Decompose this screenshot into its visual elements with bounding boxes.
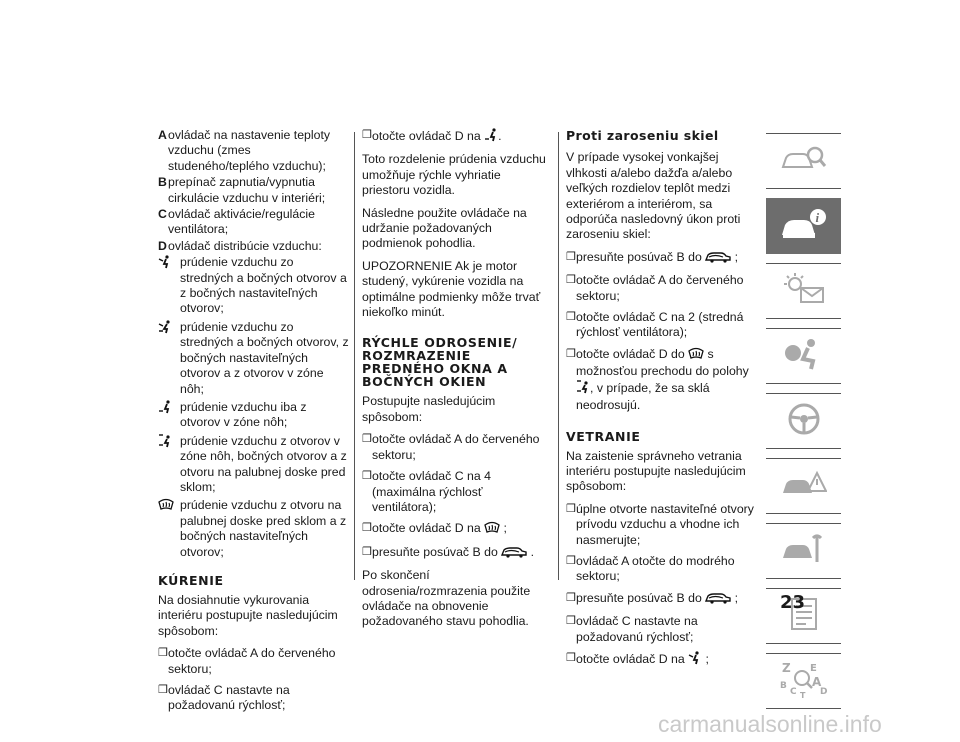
car-search-icon	[781, 143, 827, 180]
step-text-post: s možnosťou prechodu do polohy	[576, 346, 749, 379]
checkbox-bullet: ❒	[566, 502, 576, 515]
legend-item-c	[158, 207, 350, 238]
sun-envelope-icon	[781, 272, 827, 311]
step-item	[566, 250, 756, 267]
step-item	[566, 591, 756, 608]
step-text: otočte ovládač D na	[576, 651, 685, 666]
step-item	[362, 545, 550, 562]
step-text: otočte ovládač D na	[372, 129, 481, 143]
middle-column	[362, 128, 550, 637]
step-text: otočte ovládač C na 4 (maximálna rýchlosť ventilátora);	[372, 469, 491, 514]
step-text-post: ;	[503, 521, 507, 536]
step-text: ovládač C nastavte na požadovanú rýchlosť;	[168, 683, 290, 713]
checkbox-bullet: ❒	[362, 470, 372, 483]
checkbox-bullet: ❒	[158, 647, 168, 660]
svg-text:T: T	[799, 690, 805, 698]
legend-text: ovládač na nastavenie teploty vzduchu (zmes studeného/teplého vzduchu);	[168, 128, 331, 173]
section-heading-ventilation: VETRANIE	[566, 428, 641, 444]
chapter-tab[interactable]	[766, 393, 841, 449]
vent-feet-windshield-icon	[576, 380, 590, 398]
distribution-text: prúdenie vzduchu z otvoru na palubnej doske pred sklom a z bočných nastaviteľných otvorov;	[180, 498, 347, 559]
paragraph: Následne použite ovládače na udržanie požadovaných podmienok pohodlia.	[362, 205, 527, 251]
legend-letter: A	[158, 128, 167, 142]
step-item	[158, 683, 350, 714]
chapter-tab[interactable]	[766, 653, 841, 709]
alphabet-index-icon	[778, 660, 830, 703]
paragraph: Po skončení odrosenia/rozmrazenia použite ovládače na obnovenie požadovaného stavu pohodlia.	[362, 568, 531, 629]
step-text-post: .	[530, 544, 535, 559]
svg-text:C: C	[789, 686, 797, 697]
checkbox-bullet: ❒	[362, 545, 372, 558]
legend-text: ovládač distribúcie vzduchu:	[168, 238, 322, 253]
ventilation-intro: Na zaistenie správneho vetrania interiéru postupujte nasledujúcim spôsobom:	[566, 448, 746, 494]
step-text: úplne otvorte nastaviteľné otvory prívodu vzduchu a vhodne ich nasmerujte;	[576, 501, 754, 547]
car-warning-icon	[781, 467, 827, 506]
step-text-post: ;	[705, 651, 709, 666]
legend-item-d	[158, 239, 350, 254]
car-fresh-air-icon	[705, 592, 731, 608]
distribution-text: prúdenie vzduchu zo stredných a bočných otvorov, z bočných nastaviteľných otvorov a z otvorov v zóne nôh;	[180, 319, 349, 396]
step-item	[362, 432, 550, 463]
svg-text:E: E	[809, 662, 817, 674]
defrost-intro: Postupujte nasledujúcim spôsobom:	[362, 394, 496, 424]
vent-face-feet-icon	[158, 320, 180, 334]
step-item	[566, 310, 756, 341]
svg-text:i: i	[815, 209, 819, 225]
checkbox-bullet: ❒	[566, 274, 576, 287]
svg-text:Z: Z	[781, 660, 791, 675]
anti-fog-intro: V prípade vysokej vonkajšej vlhkosti a/alebo dažďa a/alebo veľkých rozdielov teplôt medzi exteriérom a interiérom, sa odporúča nasledovný úkon proti zaroseniu skiel:	[566, 150, 741, 242]
chapter-sidebar	[766, 133, 841, 718]
chapter-tab[interactable]	[766, 523, 841, 579]
chapter-tab[interactable]	[766, 328, 841, 384]
section-heading-anti-fog: Proti zaroseniu skiel	[566, 128, 719, 143]
step-text-post: ;	[734, 590, 739, 605]
distribution-text: prúdenie vzduchu z otvorov v zóne nôh, bočných otvorov a z otvoru na palubnej doske pred sklom;	[180, 433, 347, 494]
distribution-item	[158, 400, 350, 431]
svg-text:B: B	[779, 680, 787, 691]
vent-feet-icon	[484, 128, 498, 146]
car-fresh-air-icon	[705, 251, 731, 267]
column-divider	[558, 132, 559, 580]
paragraph-warning: UPOZORNENIE Ak je motor studený, vykúrenie vozidla na optimálne podmienky môže trvať niekoľko minút.	[362, 258, 541, 320]
legend-item-a	[158, 128, 350, 174]
step-text: ovládač C nastavte na požadovanú rýchlosť;	[576, 614, 698, 644]
step-item	[158, 646, 350, 677]
step-item	[566, 651, 756, 669]
step-item	[566, 614, 756, 645]
car-info-icon	[780, 207, 828, 246]
distribution-item	[158, 255, 350, 317]
defrost-icon	[484, 521, 500, 538]
step-item	[566, 554, 756, 585]
car-fresh-air-icon	[501, 546, 527, 562]
section-heading-defrost: RÝCHLE ODROSENIE/ ROZMRAZENIE PREDNÉHO OKNA A BOČNÝCH OKIEN	[362, 335, 518, 390]
section-heading-heating: KÚRENIE	[158, 572, 224, 588]
defrost-icon	[158, 498, 180, 512]
step-text: presuňte posúvač B do	[372, 544, 498, 559]
page-number: 23	[780, 592, 806, 613]
right-column	[566, 128, 756, 675]
watermark: carmanualsonline.info	[658, 711, 882, 737]
heating-intro: Na dosiahnutie vykurovania interiéru postupujte nasledujúcim spôsobom:	[158, 592, 338, 638]
step-text-post: .	[498, 129, 502, 143]
step-item	[362, 128, 550, 146]
step-item	[566, 347, 756, 414]
step-text-post: , v prípade, že sa sklá neodrosujú.	[576, 380, 710, 413]
vent-face-icon	[158, 255, 180, 269]
step-text: otočte ovládač A do červeného sektoru;	[168, 646, 336, 676]
checkbox-bullet: ❒	[566, 554, 576, 567]
step-text: otočte ovládač A do červeného sektoru;	[372, 432, 540, 462]
vent-feet-windshield-icon	[158, 434, 180, 448]
checkbox-bullet: ❒	[362, 129, 372, 141]
step-item	[566, 273, 756, 304]
defrost-icon	[688, 347, 704, 364]
distribution-item	[158, 320, 350, 397]
checkbox-bullet: ❒	[566, 311, 576, 324]
left-column	[158, 128, 350, 720]
distribution-text: prúdenie vzduchu zo stredných a bočných otvorov a z bočných nastaviteľných otvorov;	[180, 255, 347, 316]
checkbox-bullet: ❒	[566, 651, 576, 664]
step-text: otočte ovládač D do	[576, 346, 685, 361]
distribution-text: prúdenie vzduchu iba z otvorov v zóne nôh;	[180, 399, 307, 430]
checkbox-bullet: ❒	[362, 522, 372, 535]
step-text: ovládač A otočte do modrého sektoru;	[576, 553, 735, 584]
svg-text:D: D	[819, 686, 827, 697]
step-item	[362, 469, 550, 515]
checkbox-bullet: ❒	[566, 591, 576, 604]
checkbox-bullet: ❒	[362, 433, 372, 446]
step-text: presuňte posúvač B do	[576, 590, 702, 605]
step-text-post: ;	[734, 249, 739, 264]
legend-text: ovládač aktivácie/regulácie ventilátora;	[168, 207, 315, 237]
paragraph: Toto rozdelenie prúdenia vzduchu umožňuje rýchle vyhriatie priestoru vozidla.	[362, 152, 546, 198]
legend-text: prepínač zapnutia/vypnutia cirkulácie vzduchu v interiéri;	[168, 175, 326, 205]
step-text: otočte ovládač C na 2 (stredná rýchlosť ventilátora);	[576, 310, 744, 340]
checkbox-bullet: ❒	[158, 684, 168, 696]
vent-face-icon	[688, 651, 702, 669]
step-text: otočte ovládač A do červeného sektoru;	[576, 273, 744, 303]
airbag-seat-icon	[781, 337, 827, 376]
step-item	[362, 521, 550, 538]
chapter-tab[interactable]	[766, 263, 841, 319]
checkbox-bullet: ❒	[566, 250, 576, 263]
distribution-item	[158, 498, 350, 560]
checkbox-bullet: ❒	[566, 615, 576, 628]
legend-letter: D	[158, 238, 167, 253]
column-divider	[354, 132, 355, 580]
legend-letter: C	[158, 207, 167, 222]
step-text: presuňte posúvač B do	[576, 249, 702, 264]
legend-letter: B	[158, 175, 167, 190]
distribution-item	[158, 434, 350, 496]
step-item	[566, 502, 756, 548]
chapter-tab[interactable]	[766, 458, 841, 514]
vent-feet-icon	[158, 400, 180, 414]
steering-wheel-icon	[784, 402, 824, 441]
legend-item-b	[158, 175, 350, 206]
chapter-tab[interactable]	[766, 133, 841, 189]
step-text: otočte ovládač D na	[372, 521, 481, 536]
checkbox-bullet: ❒	[566, 347, 576, 360]
svg-text:A: A	[811, 674, 821, 689]
chapter-tab[interactable]	[766, 198, 841, 254]
car-wrench-icon	[781, 532, 827, 571]
